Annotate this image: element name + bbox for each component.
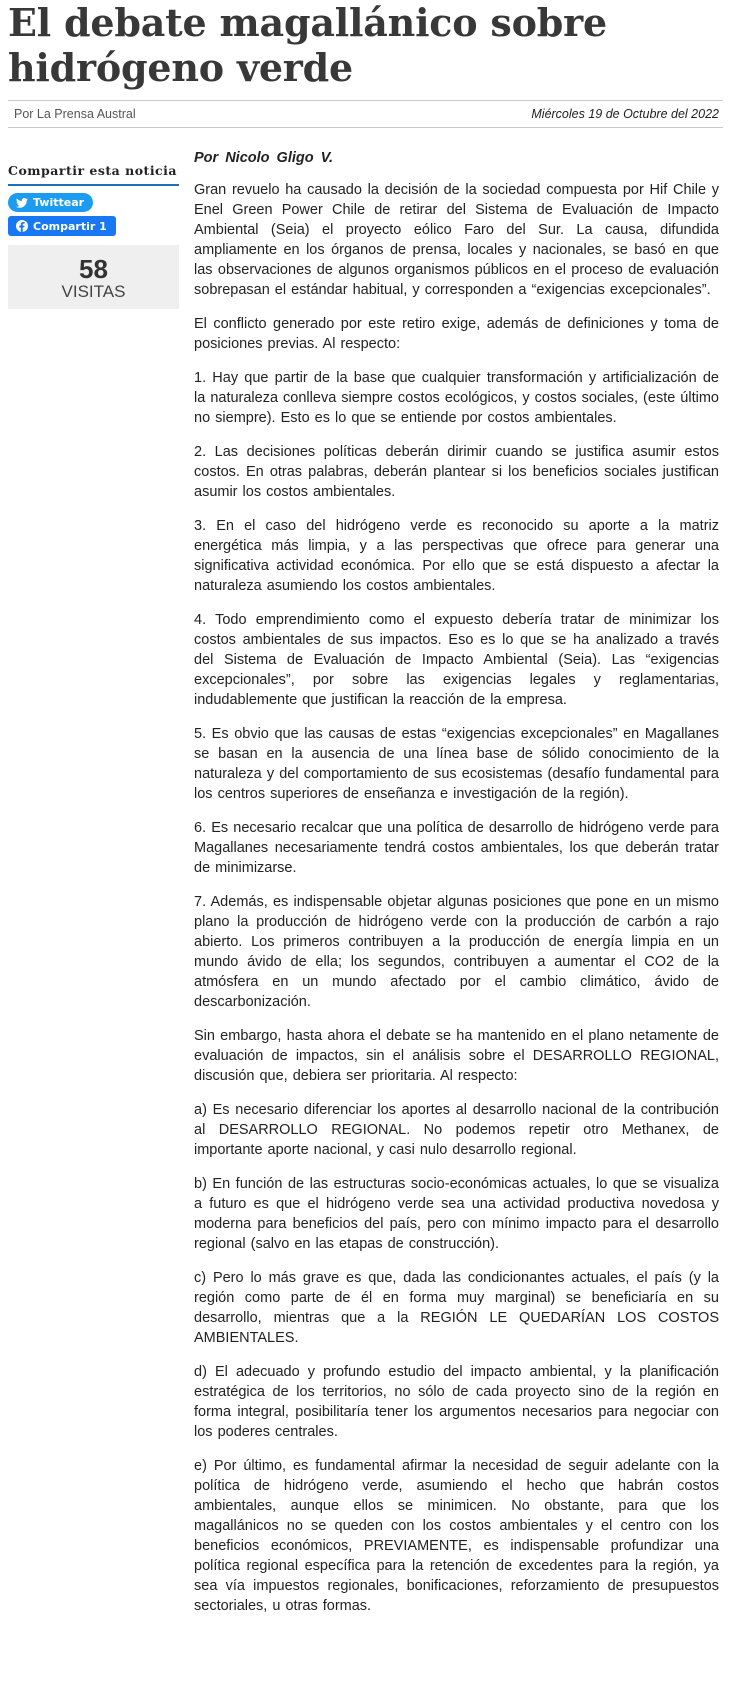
article-paragraph: 2. Las decisiones políticas deberán dirimir cuando se justifica asumir estos costos. En otras palabras, deberán plantear si los beneficios sociales justifican asumir los costos ambientales. [194, 444, 719, 500]
article-paragraph: 3. En el caso del hidrógeno verde es reconocido su aporte a la matriz energética más limpia, y a las perspectivas que ofrece para generar una significativa actividad económica. Por ello que se está dispuesto a afectar la naturaleza asumiendo los costos ambientales. [194, 518, 719, 594]
article-paragraph: 7. Además, es indispensable objetar algunas posiciones que pone en un mismo plano la producción de hidrógeno verde con la producción de carbón a rajo abierto. Los primeros contribuyen a la producción de energía limpia en un mundo ávido de ella; los segundos, contribuyen a aumentar el CO2 de la atmósfera en un mundo afectado por el cambio climático, ávido de descarbonización. [194, 894, 719, 1010]
article-paragraph: e) Por último, es fundamental afirmar la necesidad de seguir adelante con la política de hidrógeno verde, asumiendo el hecho que habrán costos ambientales, aunque ellos se minimicen. No obstante, para que los magallánicos no se queden con los costos ambientales y el centro con los beneficios económicos, PREVIAMENTE, es indispensable profundizar una política regional específica para la retención de excedentes para la región, ya sea vía impuestos regionales, bonificaciones, reforzamiento de presupuestos sectoriales, u otras formas. [194, 1458, 719, 1614]
visits-count: 58 [79, 254, 108, 284]
article-paragraph: El conflicto generado por este retiro exige, además de definiciones y toma de posiciones previas. Al respecto: [194, 316, 719, 352]
facebook-icon [16, 220, 28, 232]
facebook-share-button[interactable] [8, 216, 116, 236]
article-paragraph: b) En función de las estructuras socio-económicas actuales, lo que se visualiza a futuro es que el hidrógeno verde sea una actividad productiva novedosa y moderna para beneficios del país, pero con mínimo impacto para el desarrollo regional (salvo en las etapas de construcción). [194, 1176, 719, 1252]
article-author: Por Nicolo Gligo V. [194, 150, 333, 166]
twitter-share-label: Twittear [33, 196, 85, 209]
article-paragraph: d) El adecuado y profundo estudio del impacto ambiental, y la planificación estratégica de los territorios, no sólo de cada proyecto sino de la región en forma integral, posibilitaría tener los argumentos necesarios para negociar con los poderes centrales. [194, 1364, 719, 1440]
twitter-share-button[interactable] [8, 193, 93, 212]
article-paragraph: 5. Es obvio que las causas de estas “exigencias excepcionales” en Magallanes se basan en la ausencia de una línea base de sólido conocimiento de la naturaleza y del comportamiento de sus ecosistemas (desafío fundamental para los centros superiores de enseñanza e investigación de la región). [194, 726, 719, 802]
facebook-share-label: Compartir 1 [33, 219, 107, 233]
twitter-bird-icon [16, 198, 28, 208]
byline-bar [8, 100, 723, 128]
publish-date: Miércoles 19 de Octubre del 2022 [531, 107, 719, 121]
article-paragraph: 4. Todo emprendimiento como el expuesto debería tratar de minimizar los costos ambientales de sus impactos. Eso es lo que se ha analizado a través del Sistema de Evaluación de Impacto Ambiental (Seia). Las “exigencias excepcionales”, por sobre las exigencias legales y reglamentarias, indudablemente que justifican la reacción de la empresa. [194, 612, 719, 708]
visits-counter [8, 245, 179, 309]
share-sidebar [8, 163, 179, 301]
share-title: Compartir esta noticia [8, 163, 179, 186]
visits-label: VISITAS [61, 282, 126, 301]
article-paragraph: Gran revuelo ha causado la decisión de la sociedad compuesta por Hif Chile y Enel Green Power Chile de retirar del Sistema de Evaluación de Impacto Ambiental (Seia) el proyecto eólico Faro del Sur. La causa, difundida ampliamente en los órganos de prensa, locales y nacionales, se basó en que las observaciones de algunos organismos públicos en el proceso de evaluación sobrepasan el estándar habitual, y corresponden a “exigencias excepcionales”. [194, 182, 719, 298]
article-paragraph: a) Es necesario diferenciar los aportes al desarrollo nacional de la contribución al DESARROLLO REGIONAL. No podemos repetir otro Methanex, de importante aporte nacional, y casi nulo desarrollo regional. [194, 1102, 719, 1158]
article-body [194, 148, 719, 1630]
source-label: Por La Prensa Austral [14, 107, 136, 121]
article-paragraph: 1. Hay que partir de la base que cualquier transformación y artificialización de la naturaleza conlleva siempre costos ecológicos, y costos sociales, (este último no siempre). Esto es lo que se entiende por costos ambientales. [194, 370, 719, 426]
article-paragraph: 6. Es necesario recalcar que una política de desarrollo de hidrógeno verde para Magallanes necesariamente tendrá costos ambientales, los que deberán tratar de minimizarse. [194, 820, 719, 876]
article-title: El debate magallánico sobre hidrógeno verde [8, 0, 607, 90]
article-paragraph: Sin embargo, hasta ahora el debate se ha mantenido en el plano netamente de evaluación de impactos, sin el análisis sobre el DESARROLLO REGIONAL, discusión que, debiera ser prioritaria. Al respecto: [194, 1028, 719, 1084]
article-paragraph: c) Pero lo más grave es que, dada las condicionantes actuales, el país (y la región como parte de él en forma muy marginal) se beneficiaría en su desarrollo, mientras que a la REGIÓN LE QUEDARÍAN LOS COSTOS AMBIENTALES. [194, 1270, 719, 1346]
